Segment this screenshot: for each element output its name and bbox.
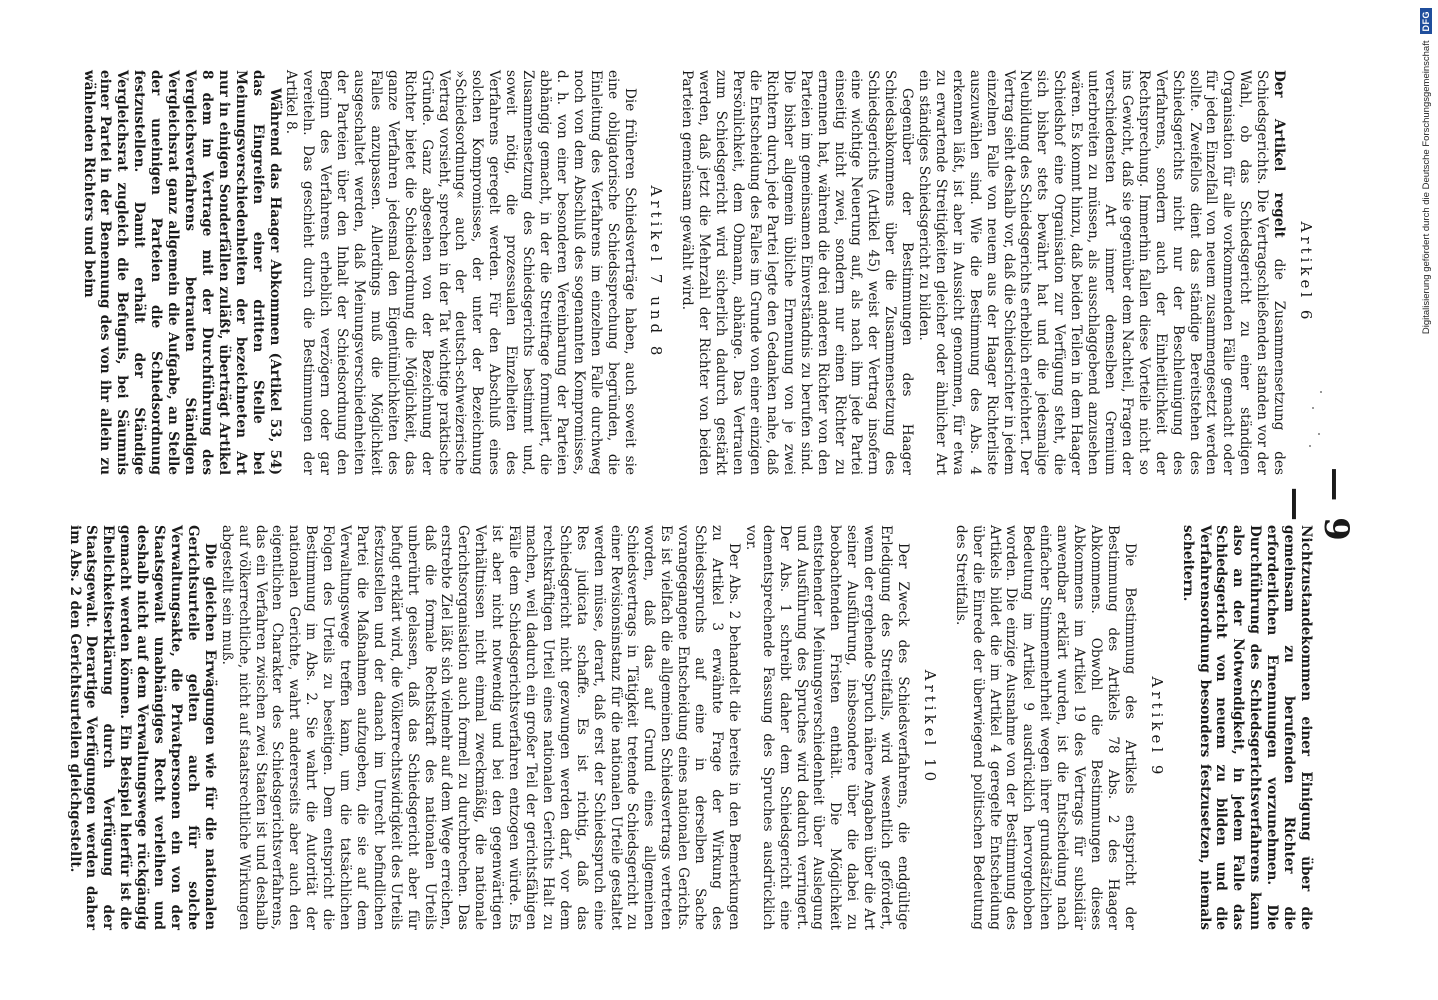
heading-artikel-7-8: Artikel 7 und 8 (647, 185, 666, 360)
paragraph-continuation: Nichtzustandekommen einer Einigung über die gemeinsam zu berufenden Richter die erforderlichen Ernennungen vorzunehmen. Die Durchführung des Schiedsgerichtsverfahrens kann also an der Notwendigkeit, in jedem Falle das Schiedsgericht von neuem zu bilden und die Verfahrensordnung besonders festzusetzen, niemals scheitern. (1179, 525, 1314, 930)
paragraph-artikel-10-2: Der Abs. 2 behandelt die bereits in den Bemerkungen zu Artikel 3 erwähnte Frage der Wirkung des Schiedsspruchs auf eine in derselben Sache vorangegangene Entscheidung eines nationalen Gerichts. Es ist vielfach die allgemeinen Schiedsvertrags vertreten worden, daß das auf Grund eines allgemeinen Schiedsvertrags in Tätigkeit tretende Schiedsgericht zu einer Revisionsinstanz für die nationalen Urteile gestaltet werden müsse, derart, daß erst der Schiedsspruch eine Res judicata schaffe. Es ist richtig, daß das Schiedsgericht nicht gezwungen werden darf, vor dem rechtskräftigen Urteil eines nationalen Gerichts Halt zu machen, weil dadurch ein großer Teil der gerichtsfähigen Fälle dem Schiedsgerichtsverfahren entzogen würde. Es ist aber nicht notwendig und bei den gegenwärtigen Verhältnissen nicht einmal zweckmäßig, die nationale Gerichtsorganisation auch formell zu durchbrechen. Das erstrebte Ziel läßt sich vielmehr auf dem Wege erreichen, daß die formale Rechtskraft des nationalen Urteils unberührt gelassen, daß das Schiedsgericht aber für befugt erklärt wird, die Völkerrechtswidrigkeit des Urteils festzustellen und der danach im Unrecht befindlichen Partei die Maßnahmen aufzugeben, die sie auf dem Verwaltungswege treffen kann, um die tatsächlichen Folgen des Urteils zu beseitigen. Dem entspricht die Bestimmung im Abs. 2. Sie wahrt die Autorität der nationalen Gerichte, wahrt andererseits aber auch den eigentlichen Charakter des Schiedsgerichtsverfahrens, das ein Verfahren zwischen zwei Staaten ist und deshalb auf völkerrechtliche, nicht auf staatsrechtliche Wirkungen abgestellt sein muß. (218, 525, 742, 930)
paragraph-artikel-7-8-2: Während das Haager Abkommen (Artikel 53, 54) das Eingreifen einer dritten Stelle bei Meinungsverschiedenheiten der bezeichneten Art nur in einigen Sonderfällen zuläßt, überträgt Artikel 8 dem im Vertrage mit der Durchführung des Vergleichsverfahrens betrauten Ständigen Vergleichsrat ganz allgemein die Aufgabe, an Stelle der uneinigen Parteien die Schiedsordnung festzustellen. Damit erhält der Ständige Vergleichsrat zugleich die Befugnis, bei Säumnis einer Partei in der Benennung des von ihr allein zu wählenden Richters und beim (80, 70, 283, 475)
page-number-top: — 9 — (1276, 467, 1356, 543)
heading-artikel-9: Artikel 9 (1147, 676, 1166, 779)
left-column (80, 70, 1315, 475)
paragraph-artikel-10-3: Die gleichen Erwägungen wie für die nationalen Gerichtsurteile gelten auch für solche Verwaltungsakte, die Privatpersonen ein von der Staatsgewalt unabhängiges Recht verleihen und deshalb nicht auf dem Verwaltungswege rückgängig gemacht werden können. Ein Beispiel hierfür ist die Ehelichkeitserklärung durch Verfügung der Staatsgewalt. Derartige Verfügungen werden daher im Abs. 2 den Gerichtsurteilen gleichgestellt. (66, 525, 218, 930)
paragraph-artikel-6-1 (915, 70, 1287, 475)
paragraph-artikel-7-8-1: Die früheren Schiedsverträge haben, auch soweit sie eine obligatorische Schiedssprechung begründen, die Einleitung des Verfahrens im einzelnen Falle durchweg noch von dem Abschluß des sogenannten Kompromisses, d. h. von einer besonderen Vereinbarung der Parteien abhängig gemacht, in der die Streitfrage formuliert, die Zusammensetzung des Schiedsgerichts bestimmt und, soweit nötig, die prozessualen Einzelheiten des Verfahrens geregelt werden. Für den Abschluß eines solchen Kompromisses, der unter der Bezeichnung »Schiedsordnung« auch der deutsch-schweizerische Vertrag vorsieht, sprechen in der Tat wichtige praktische Gründe. Ganz abgesehen von der Bezeichnung der Richter bietet die Schiedsordnung die Möglichkeit, das ganze Verfahren jedesmal den Eigentümlichkeiten des Falles anzupassen. Allerdings muß die Möglichkeit ausgeschaltet werden, daß Meinungsverschiedenheiten der Parteien über den Inhalt der Schiedsordnung den Beginn des Verfahrens erheblich verzögern oder gar vereiteln. Das geschieht durch die Bestimmungen der Artikel 8. (283, 70, 638, 475)
digitization-footer (1418, 0, 1438, 1000)
right-column (66, 525, 1314, 930)
paragraph-artikel-6-2: Gegenüber der Bestimmungen des Haager Schiedsabkommens über die Zusammensetzung des Schiedsgerichts (Artikel 45) weist der Vertrag insofern eine wichtige Neuerung auf, als nach ihm jede Partei einseitig nicht zwei, sondern nur einen Richter zu ernennen hat, während die drei anderen Richter von den Parteien im gemeinsamen Einverständnis zu berufen sind. Die bisher allgemein übliche Ernennung von je zwei Richtern durch jede Partei legte den Gedanken nahe, daß die Entscheidung des Falles im Grunde von einer einzigen Persönlichkeit, dem Obmann, abhänge. Das Vertrauen zum Schiedsgericht wird sicherlich dadurch gestärkt werden, daß jetzt die Mehrzahl der Richter von beiden Parteien gemeinsam gewählt wird. (679, 70, 916, 475)
text-body (4, 70, 1314, 950)
heading-artikel-6: Artikel 6 (1297, 221, 1315, 324)
paragraph-artikel-10-1: Der Zweck des Schiedsverfahrens, die endgültige Erledigung des Streitfalls, wird wesentlich gefördert, wenn der ergehende Spruch nähere Angaben über die Art seiner Ausführung, insbesondere über die dabei zu beobachtenden Fristen enthält. Die Möglichkeit entstehender Meinungsverschiedenheit über Auslegung und Ausführung des Spruches wird dadurch verringert. Der Abs. 1 schreibt daher dem Schiedsgericht eine dementsprechende Fassung des Spruches ausdrücklich vor. (742, 525, 911, 930)
heading-artikel-10: Artikel 10 (920, 669, 939, 786)
paragraph-text: die Zusammensetzung des Schiedsgerichts. Die Vertragschließenden standen vor der Wahl, ob das Schiedsgericht zu einer ständigen Organisation für alle vorkommenden Fälle gemacht oder für jeden Einzelfall von neuem zusammengesetzt werden sollte. Zweifellos dient das ständige Bereitstehen des Schiedsgerichts nicht nur der Beschleunigung des Verfahrens, sondern auch der Einheitlichkeit der Rechtsprechung. Immerhin fallen diese Vorteile nicht so ins Gewicht, daß sie gegenüber dem Nachteil, Fragen der verschiedensten Art immer demselben Gremium unterbreiten zu müssen, als ausschlaggebend anzusehen wären. Es kommt hinzu, daß beiden Teilen in dem Haager Schiedshof eine Organisation zur Verfügung steht, die sich bisher stets bewährt hat und die jedesmalige Neubildung des Schiedsgerichts erheblich erleichtert. Der Vertrag sieht deshalb vor, daß die Schiedsrichter in jedem einzelnen Falle von neuem aus der Haager Richterliste auszuwählen sind. Wie die Bestimmung des Abs. 4 erkennen läßt, ist aber in Aussicht genommen, für etwa zu erwartende Streitigkeiten gleicher oder ähnlicher Art ein ständiges Schiedsgericht zu bilden. (916, 70, 1288, 475)
footer-credit-text: Digitalisierung gefördert durch die Deutsche Forschungsgemeinschaft (1420, 40, 1432, 335)
paragraph-artikel-9-1: Die Bestimmung des Artikels entspricht der Bestimmung des Artikels 78 Abs. 2 des Haager Abkommens. Obwohl die Bestimmungen dieses Abkommens im Artikel 19 des Vertrags für subsidiär anwendbar erklärt wurden, ist die Entscheidung nach einfacher Stimmenmehrheit wegen ihrer grundsätzlichen Bedeutung im Artikel 9 ausdrücklich hervorgehoben worden. Die einzige Ausnahme von der Bestimmung des Artikels bildet die im Artikel 4 geregelte Entscheidung über die Einrede der überwiegend politischen Bedeutung des Streitfalls. (952, 525, 1138, 930)
lead-words: Der Artikel regelt (1271, 70, 1288, 238)
dfg-logo: DFG (1420, 8, 1432, 35)
